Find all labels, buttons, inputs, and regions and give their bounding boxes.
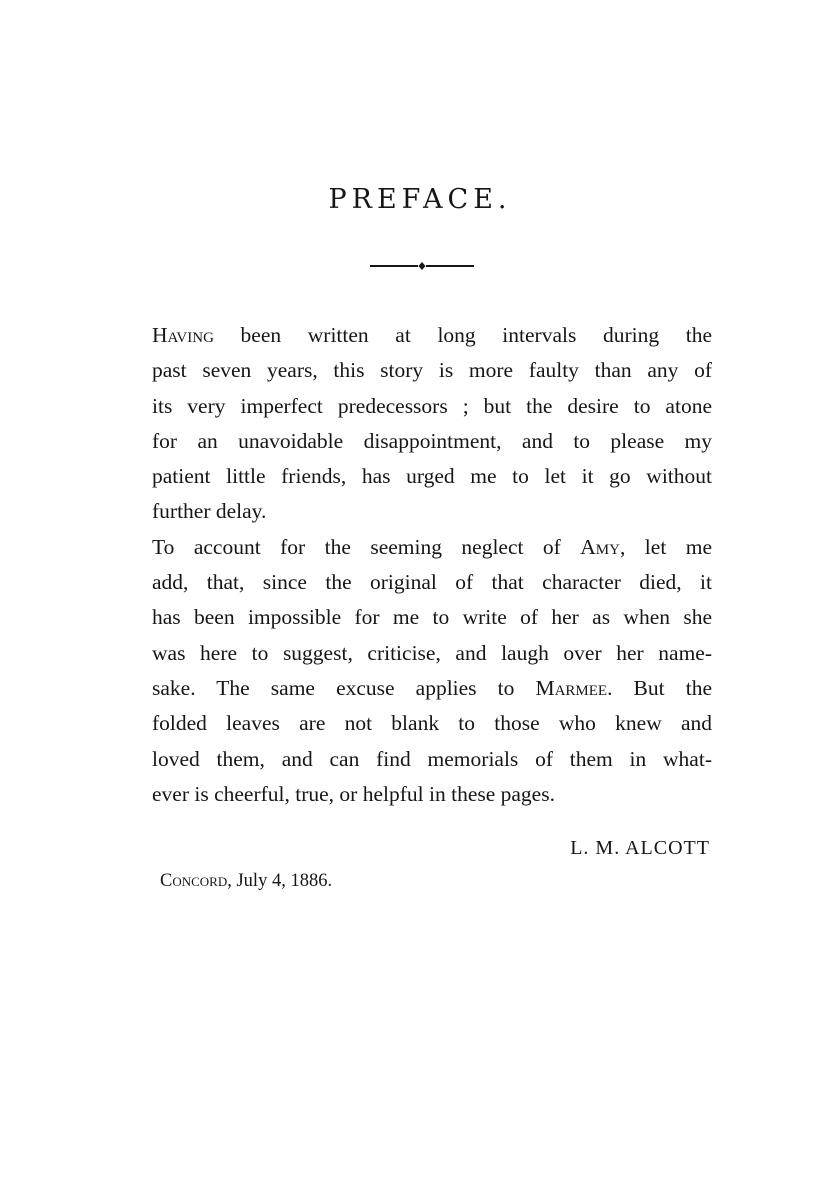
text-line [152, 318, 712, 353]
text-line: its very imperfect predecessors ; but the desire to atone [152, 393, 712, 418]
text-run: , let me [619, 534, 712, 559]
text-line: ever is cheerful, true, or helpful in these pages. [152, 781, 555, 806]
text-line: add, that, since the original of that character died, it [152, 570, 712, 595]
text-line [152, 530, 712, 565]
text-line [152, 671, 712, 706]
text-line: loved them, and can find memorials of them in what- [152, 746, 712, 771]
paragraph-1 [152, 318, 712, 530]
author-signature: L. M. ALCOTT [570, 837, 710, 859]
text-run: been written at long intervals during the [213, 323, 712, 347]
text-run: To account for the seeming neglect of [152, 534, 581, 559]
dateline [160, 872, 332, 891]
small-caps-name-amy: Amy [580, 534, 620, 559]
text-line: further delay. [152, 499, 267, 524]
rule-with-dot-ornament-icon [368, 260, 476, 272]
text-line: past seven years, this story is more faulty than any of [152, 358, 712, 383]
text-line: patient little friends, has urged me to let it go without [152, 464, 712, 489]
small-caps-name-marmee: Marmee [535, 675, 608, 700]
dateline-place: Concord [160, 871, 228, 891]
preface-body [152, 318, 712, 812]
text-run: sake. The same excuse applies to [152, 675, 536, 700]
small-caps-lead: Having [152, 323, 214, 347]
text-line: folded leaves are not blank to those who knew and [152, 711, 712, 736]
text-run: . But the [607, 675, 712, 700]
text-line: has been impossible for me to write of her as when she [152, 605, 712, 630]
text-line: for an unavoidable disappointment, and to please my [152, 428, 712, 453]
page-title: PREFACE. [328, 184, 512, 215]
text-line: was here to suggest, criticise, and laugh over her name- [152, 640, 712, 665]
dateline-date: , July 4, 1886. [227, 871, 333, 891]
paragraph-2 [152, 530, 712, 812]
